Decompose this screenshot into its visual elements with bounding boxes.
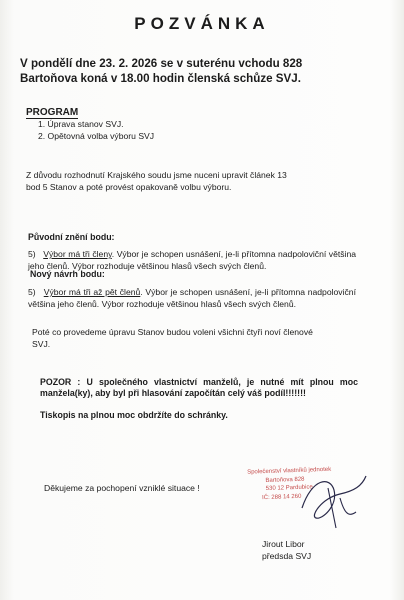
proposal-text xyxy=(28,286,356,310)
after-approval-line-2: SVJ. xyxy=(32,339,51,349)
stamp-line: Společenství vlastníků jednotek xyxy=(247,466,332,476)
signer-name: Jirout Libor xyxy=(262,539,305,549)
meeting-announcement-line-2: Bartoňova koná v 18.00 hodin členská schůze SVJ. xyxy=(20,72,301,85)
proposal-point-number: 5) xyxy=(28,287,36,297)
program-item: 1. Úprava stanov SVJ. xyxy=(38,119,124,129)
reason-line-1: Z důvodu rozhodnutí Krajského soudu jsme nuceni upravit článek 13 xyxy=(26,170,287,180)
original-wording-rest: . Výbor je schopen usnášení, je-li přítomna nadpoloviční většina jeho členů. Výbor rozhoduje většinou hlasů všech svých členů. xyxy=(28,249,357,271)
power-of-attorney-forms-note: Tiskopis na plnou moc obdržíte do schránky. xyxy=(40,410,228,420)
reason-line-2: bod 5 Stanov a poté provést opakovaně volbu výboru. xyxy=(26,182,232,192)
proposal-member-count: Výbor má tři až pět členů xyxy=(43,287,141,297)
meeting-announcement xyxy=(20,56,380,86)
signer-role: předsda SVJ xyxy=(262,551,312,561)
signer-block xyxy=(262,538,311,562)
document-title: POZVÁNKA xyxy=(134,14,270,33)
after-approval-paragraph xyxy=(32,326,362,350)
handwritten-signature xyxy=(282,468,372,538)
proposal-heading: Nový návrh bodu: xyxy=(30,269,105,279)
program-item: 2. Opětovná volba výboru SVJ xyxy=(38,131,155,141)
reason-paragraph xyxy=(26,169,356,193)
proposal-rest: . Výbor je schopen usnášení, je-li přítomna nadpoloviční většina jeho členů. Výbor rozhoduje většinou hlasů všech svých členů. xyxy=(28,287,356,309)
stamp-line: Bartoňova 828 xyxy=(265,476,305,484)
meeting-announcement-line-1: V pondělí dne 23. 2. 2026 se v suterénu vchodu 828 xyxy=(20,57,303,70)
original-point-number: 5) xyxy=(28,249,36,259)
after-approval-line-1: Poté co provedeme úpravu Stanov budou voleni všichni čtyři noví členové xyxy=(32,327,313,337)
original-wording-heading: Původní znění bodu: xyxy=(28,232,115,242)
program-heading: PROGRAM xyxy=(26,107,79,118)
stamp-line: IČ: 288 14 260 xyxy=(261,493,302,501)
stamp-line: 530 12 Pardubice xyxy=(265,484,313,493)
original-member-count: Výbor má tři členy xyxy=(43,249,112,259)
power-of-attorney-notice: POZOR : U společného vlastnictví manželů, je nutné mít plnou moc manžela(ky), aby byl při hlasování započítán celý váš podíl!!!!!!! xyxy=(40,377,358,398)
thank-you-note: Děkujeme za pochopení vzniklé situace ! xyxy=(44,483,200,493)
program-list xyxy=(38,118,154,142)
